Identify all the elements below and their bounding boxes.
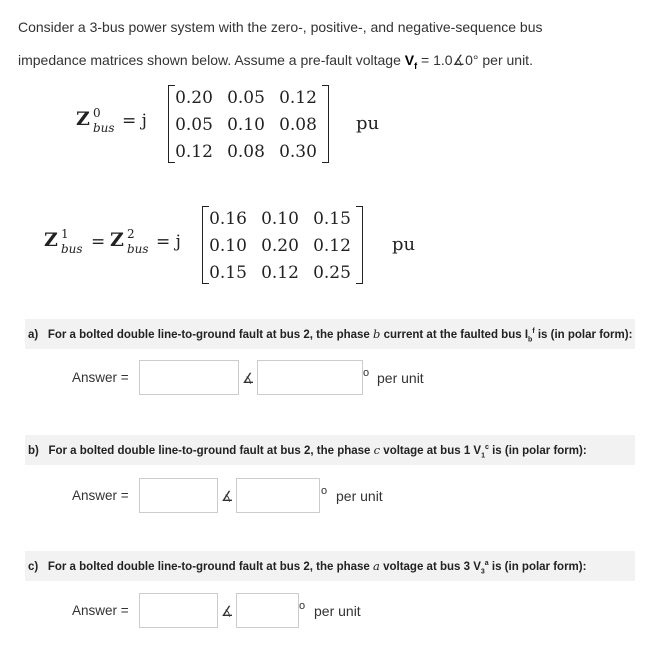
z0-row-3: 0.12 0.08 0.30 [175,141,317,162]
answer-b-magnitude-input[interactable] [139,478,218,513]
intro-text-a: impedance matrices shown below. Assume a pre-fault voltage [18,52,405,68]
z0-label: Z [76,108,90,130]
z2-label: Z [110,229,124,251]
question-b-phase: c [373,443,381,457]
question-b-text: b) For a bolted double line-to-ground fault at bus 2, the phase c voltage at bus 1 $V_1^c$ is (in polar form): [28,443,587,460]
intro-line-2 [18,52,533,71]
z0-unit: pu [356,113,380,134]
answer-c-magnitude-input[interactable] [139,593,218,628]
z2-superscript: 2 [127,227,135,241]
impedance-matrices-figure [26,81,426,285]
z12-unit: pu [392,234,416,255]
z0-right-bracket [322,85,329,163]
prefault-voltage-symbol: $V_f$ [404,52,418,71]
z1-label: Z [44,229,58,251]
question-a-text: a) For a bolted double line-to-ground fault at bus 2, the phase b current at the faulted bus $I_b^f$ is (in polar form): [28,327,633,344]
z12-row-2: 0.10 0.20 0.12 [209,235,351,256]
answer-b-degree-symbol: o [321,485,328,497]
answer-a-unit: per unit [377,370,424,386]
question-a-phase: b [373,327,381,341]
answer-c-angle-input[interactable] [236,593,299,628]
z1-equals: = [91,232,106,252]
z0-matrix [172,84,320,165]
question-c-text: c) For a bolted double line-to-ground fault at bus 2, the phase a voltage at bus 3 $V_3^a$ is (in polar form): [28,559,587,576]
z12-equals-j: = j [156,232,181,252]
answer-c-label: Answer = [72,603,129,618]
answer-b-unit: per unit [336,488,383,504]
answer-b-label: Answer = [72,488,129,503]
intro-text-c: 0° per unit. [465,52,533,68]
angle-symbol: ∡ [452,52,466,68]
z0-subscript: bus [93,121,115,135]
answer-a-angle-input[interactable] [257,360,363,395]
answer-a-degree-symbol: o [363,367,370,379]
answer-b-angle-input[interactable] [236,478,320,513]
question-c-phase: a [373,559,380,573]
answer-c-degree-symbol: o [299,600,306,612]
z1-superscript: 1 [61,227,69,241]
intro-line-1: Consider a 3-bus power system with the zero-, positive-, and negative-sequence bus [18,19,543,35]
prefault-voltage-subscript: f [414,60,418,71]
answer-b-angle-symbol: ∡ [221,488,234,504]
z0-equals-j: = j [122,111,147,131]
z12-row-1: 0.16 0.10 0.15 [209,208,351,229]
intro-text-b: = 1.0 [417,52,453,68]
answer-c-unit: per unit [314,603,361,619]
z0-row-2: 0.05 0.10 0.08 [175,114,317,135]
question-c-symbol: $V_3^a$ [473,560,489,576]
answer-a-label: Answer = [72,370,129,385]
z0-row-1: 0.20 0.05 0.12 [175,87,317,108]
answer-c-angle-symbol: ∡ [221,603,234,619]
question-a-symbol: $I_b^f$ [524,328,535,344]
z12-matrix [206,205,354,286]
z0-superscript: 0 [93,106,101,120]
z12-right-bracket [356,206,363,284]
answer-a-magnitude-input[interactable] [139,360,239,395]
z2-subscript: bus [127,242,149,256]
answer-a-angle-symbol: ∡ [242,370,255,386]
z1-subscript: bus [61,242,83,256]
question-b-symbol: $V_1^c$ [473,444,489,460]
z12-row-3: 0.15 0.12 0.25 [209,262,351,283]
